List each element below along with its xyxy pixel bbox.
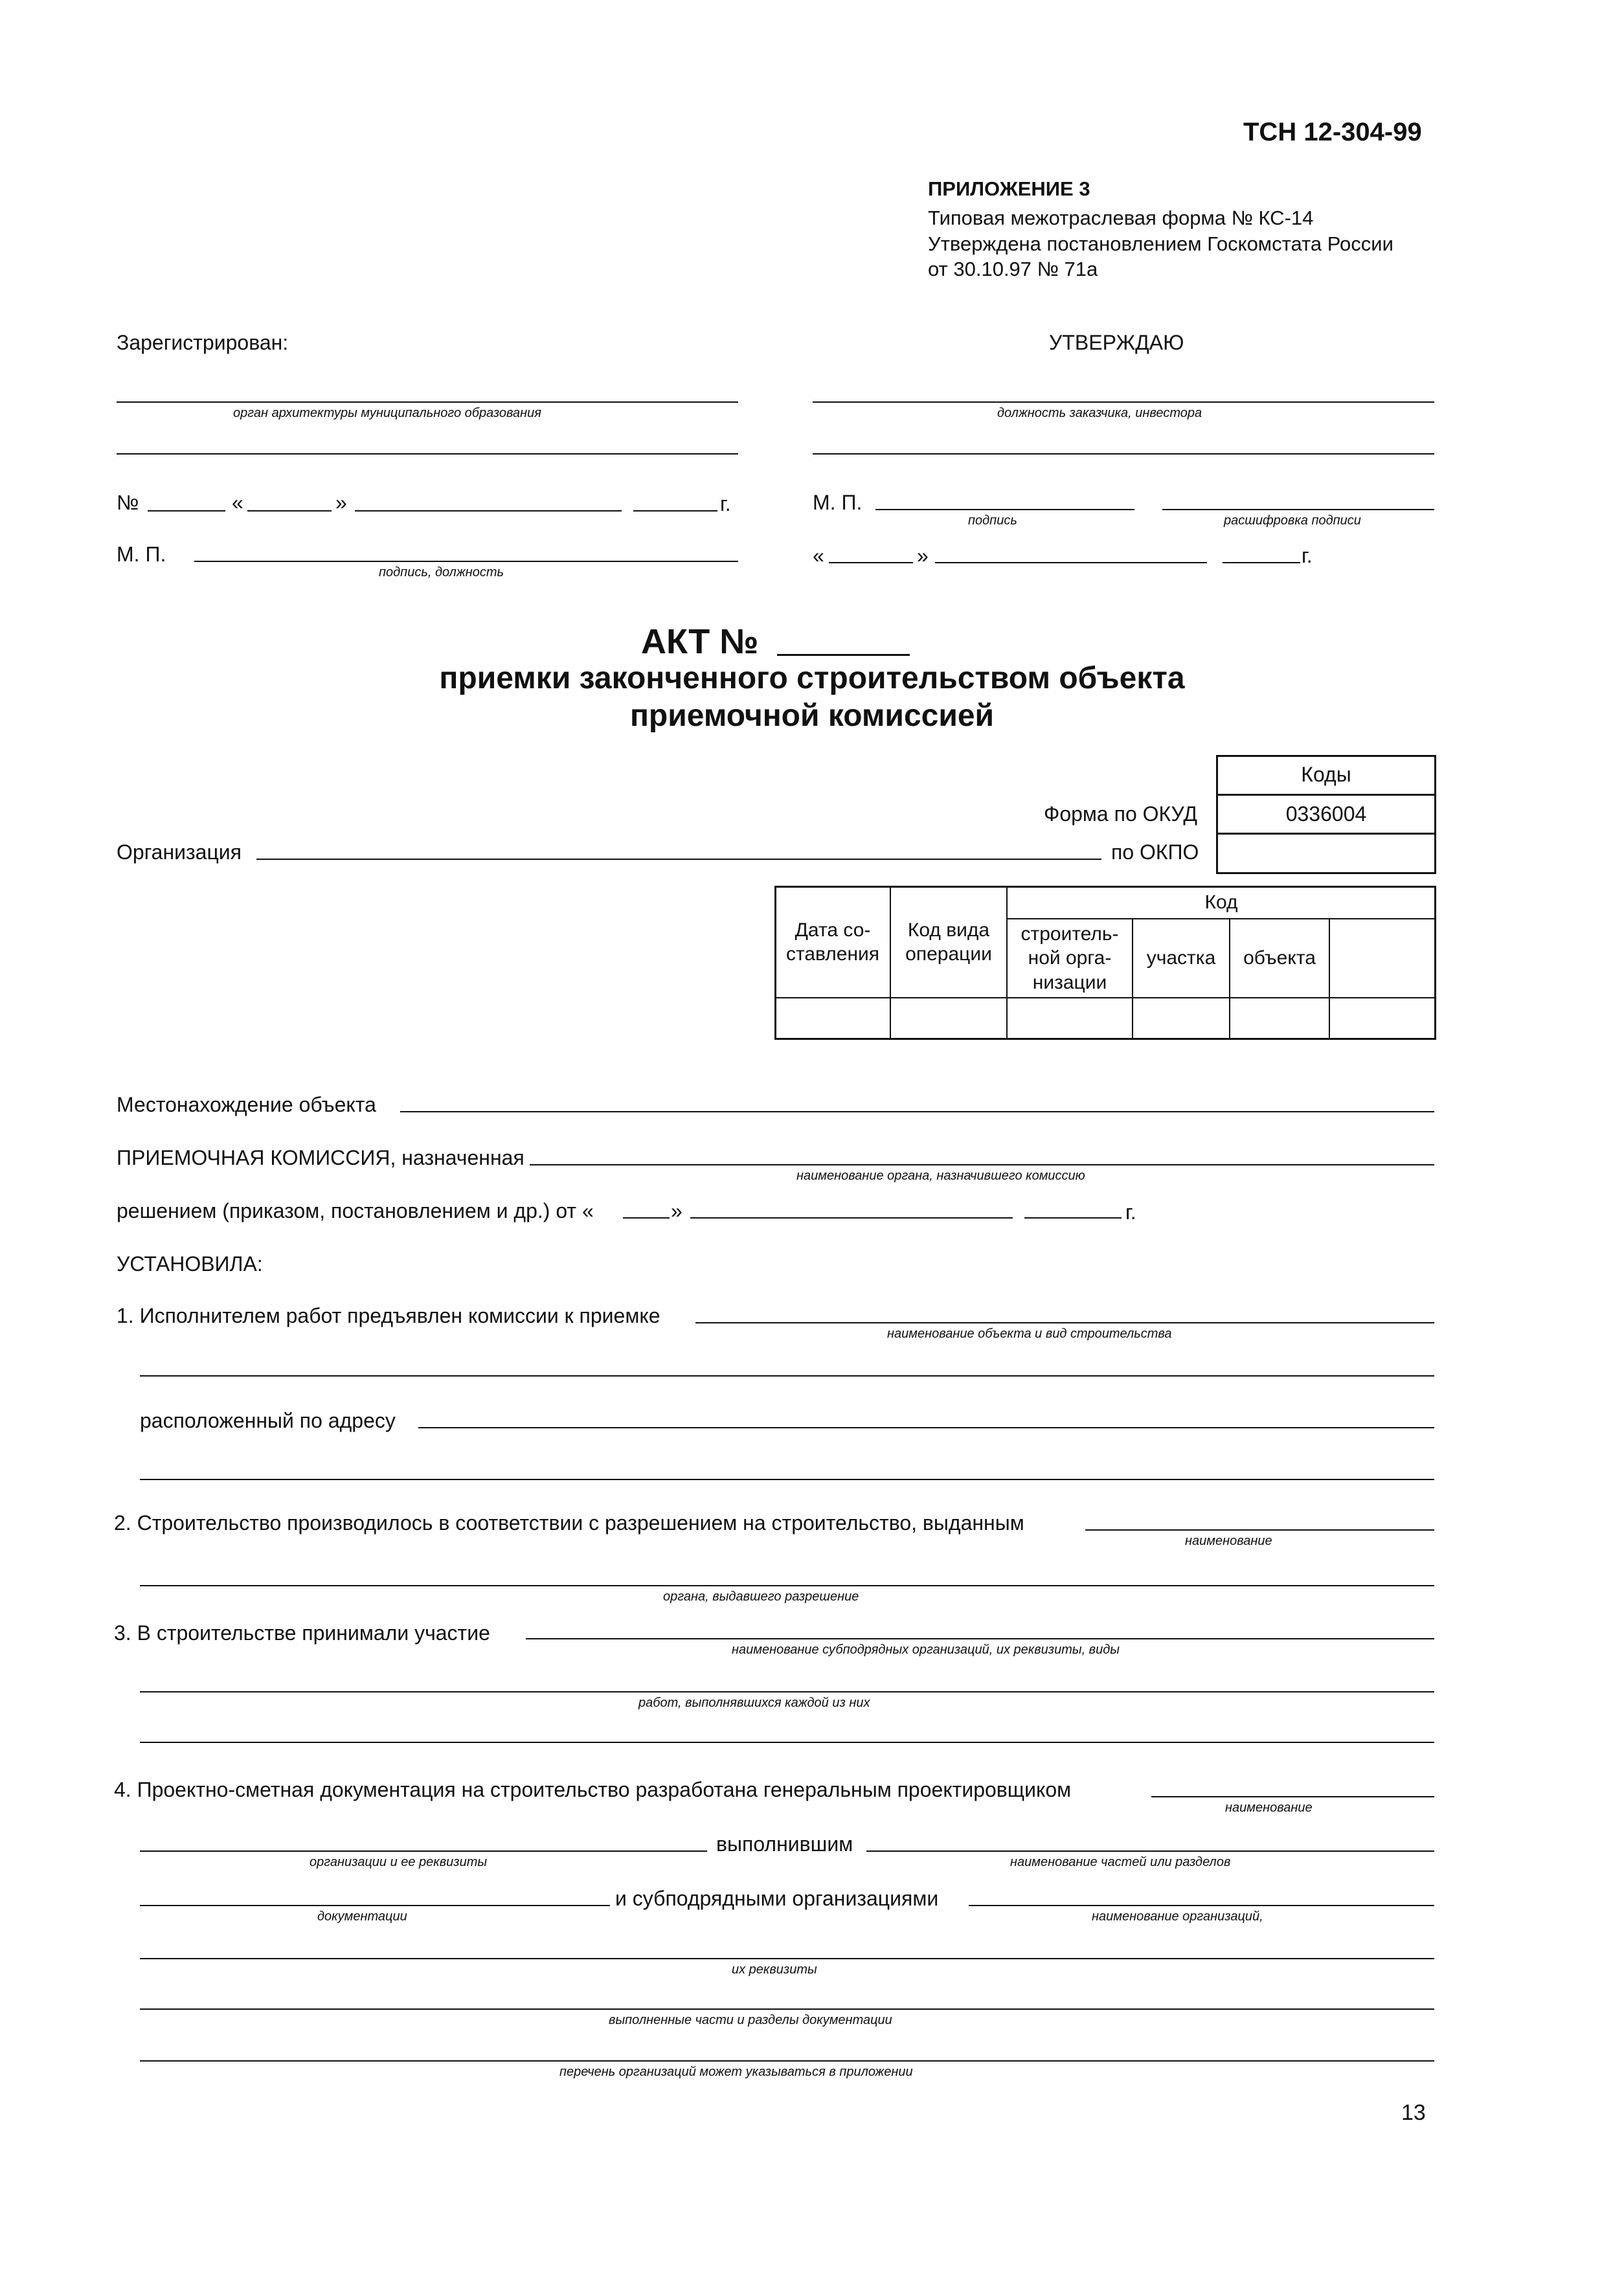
item4-caption-d: документации xyxy=(317,1909,407,1924)
decision-label: решением (приказом, постановлением и др.) от « xyxy=(117,1199,594,1222)
item4-requisites-field[interactable] xyxy=(140,1958,1434,1959)
item4-field[interactable] xyxy=(1151,1796,1434,1797)
quote-close-right: » xyxy=(917,544,929,567)
item3-field[interactable] xyxy=(526,1638,1434,1639)
item4-caption-f: их реквизиты xyxy=(732,1962,817,1977)
mp-label-left: М. П. xyxy=(117,543,166,566)
quote-open: « xyxy=(232,491,243,514)
item4-caption-b: организации и ее реквизиты xyxy=(310,1855,488,1869)
decoding-caption: расшифровка подписи xyxy=(1224,513,1361,528)
item4-parts-field[interactable] xyxy=(866,1850,1434,1852)
subcontract-label: и субподрядными организациями xyxy=(615,1887,939,1910)
customer-position-line[interactable] xyxy=(813,401,1434,403)
item4-doc-field[interactable] xyxy=(140,1905,610,1906)
okud-value: 0336004 xyxy=(1285,802,1367,826)
item4-caption-g: выполненные части и разделы документации xyxy=(609,2013,892,2027)
okud-label: Форма по ОКУД xyxy=(1044,802,1198,826)
decision-year-suffix: г. xyxy=(1125,1200,1136,1224)
sign-position-caption: подпись, должность xyxy=(379,565,504,579)
location-label: Местонахождение объекта xyxy=(117,1093,376,1116)
cell-operation[interactable] xyxy=(890,997,1008,1040)
codes-divider-2 xyxy=(1216,833,1436,835)
item4-caption-c: наименование частей или разделов xyxy=(1010,1855,1231,1869)
cell-object[interactable] xyxy=(1229,997,1330,1040)
item4-caption-e: наименование организаций, xyxy=(1092,1909,1263,1924)
address-label: расположенный по адресу xyxy=(140,1409,396,1432)
title-line-2: приемочной комиссией xyxy=(629,699,995,733)
decision-quote-close: » xyxy=(671,1199,682,1222)
item3-caption-b: работ, выполнявшихся каждой из них xyxy=(638,1696,870,1710)
address-field[interactable] xyxy=(418,1427,1434,1428)
item1-field[interactable] xyxy=(695,1322,1434,1323)
sign-position-field[interactable] xyxy=(194,561,738,562)
item2-caption-a: наименование xyxy=(1185,1534,1272,1548)
commission-label: ПРИЕМОЧНАЯ КОМИССИЯ, назначенная xyxy=(117,1146,524,1169)
date-line: от 30.10.97 № 71а xyxy=(928,258,1098,280)
item1-label: 1. Исполнителем работ предъявлен комиссии к приемке xyxy=(117,1304,660,1327)
cell-extra[interactable] xyxy=(1329,997,1436,1040)
organ-line-2 xyxy=(117,453,738,455)
act-number-field[interactable] xyxy=(777,654,910,656)
cell-build-org[interactable] xyxy=(1006,997,1133,1040)
title-line-1: приемки законченного строительством объекта xyxy=(439,661,1185,695)
item3-caption-a: наименование субподрядных организаций, их реквизиты, виды xyxy=(732,1643,1120,1657)
act-label: АКТ № xyxy=(641,622,759,661)
col-build-org-header: строитель-ной орга-низации xyxy=(1006,918,1133,998)
item3-label: 3. В строительстве принимали участие xyxy=(114,1621,490,1645)
commission-caption: наименование органа, назначившего комиссию xyxy=(796,1169,1085,1183)
code-group-header: Код xyxy=(1006,886,1436,919)
registered-label: Зарегистрирован: xyxy=(117,331,289,354)
cell-section[interactable] xyxy=(1132,997,1230,1040)
appendix-label: ПРИЛОЖЕНИЕ 3 xyxy=(928,177,1090,200)
address-field-2[interactable] xyxy=(140,1479,1434,1480)
item4-caption-a: наименование xyxy=(1225,1801,1313,1815)
col-section-header: участка xyxy=(1132,918,1230,998)
item3-field-3[interactable] xyxy=(140,1742,1434,1743)
year-field[interactable] xyxy=(633,510,717,512)
item4-subcontract-field[interactable] xyxy=(969,1905,1434,1906)
col-extra-header xyxy=(1329,918,1436,998)
commission-field[interactable] xyxy=(530,1164,1434,1165)
month-field[interactable] xyxy=(355,510,622,512)
day-field-right[interactable] xyxy=(829,562,913,563)
year-field-right[interactable] xyxy=(1223,562,1300,563)
approved-line: Утверждена постановлением Госкомстата России xyxy=(928,232,1393,255)
item1-field-2[interactable] xyxy=(140,1375,1434,1377)
approve-label: УТВЕРЖДАЮ xyxy=(1049,331,1184,354)
codes-divider-1 xyxy=(1216,794,1436,796)
number-label: № xyxy=(117,491,139,514)
quote-open-right: « xyxy=(813,544,824,567)
item2-caption-b: органа, выдавшего разрешение xyxy=(663,1590,859,1604)
codes-header: Коды xyxy=(1301,763,1351,786)
document-code: ТСН 12-304-99 xyxy=(1243,118,1422,146)
established-label: УСТАНОВИЛА: xyxy=(117,1252,263,1276)
signature-field[interactable] xyxy=(875,509,1134,510)
decision-year-field[interactable] xyxy=(1024,1217,1122,1219)
decision-month-field[interactable] xyxy=(690,1217,1013,1219)
form-line: Типовая межотраслевая форма № КС-14 xyxy=(928,207,1314,229)
col-object-header: объекта xyxy=(1229,918,1330,998)
col-operation-header: Код вида операции xyxy=(890,886,1008,998)
location-field[interactable] xyxy=(400,1111,1434,1112)
item1-caption: наименование объекта и вид строительства xyxy=(887,1327,1172,1341)
item2-field-2[interactable] xyxy=(140,1585,1434,1586)
item4-label: 4. Проектно-сметная документация на строительство разработана генеральным проектировщиком xyxy=(114,1778,1072,1801)
customer-position-caption: должность заказчика, инвестора xyxy=(997,406,1202,420)
item4-org-field[interactable] xyxy=(140,1850,707,1852)
item2-field[interactable] xyxy=(1085,1529,1434,1531)
organization-field[interactable] xyxy=(256,859,1101,860)
number-field[interactable] xyxy=(148,510,225,512)
decision-day-field[interactable] xyxy=(623,1217,670,1219)
item4-list-field[interactable] xyxy=(140,2060,1434,2062)
quote-close: » xyxy=(335,491,347,514)
item4-caption-h: перечень организаций может указываться в приложении xyxy=(559,2065,913,2079)
item2-label: 2. Строительство производилось в соответствии с разрешением на строительство, выданным xyxy=(114,1511,1024,1535)
day-field[interactable] xyxy=(247,510,332,512)
executed-label: выполнившим xyxy=(716,1832,853,1856)
organ-caption: орган архитектуры муниципального образования xyxy=(233,406,541,420)
page-number: 13 xyxy=(1401,2100,1426,2125)
year-suffix-right: г. xyxy=(1302,544,1313,567)
month-field-right[interactable] xyxy=(935,562,1207,563)
cell-date[interactable] xyxy=(774,997,891,1040)
organization-label: Организация xyxy=(117,840,242,864)
customer-position-line-2[interactable] xyxy=(813,453,1434,455)
organ-line xyxy=(117,401,738,403)
item4-parts-done-field[interactable] xyxy=(140,2008,1434,2010)
okpo-label: по ОКПО xyxy=(1111,840,1199,864)
signature-caption: подпись xyxy=(968,513,1017,528)
mp-label-right: М. П. xyxy=(813,491,863,514)
item3-field-2[interactable] xyxy=(140,1691,1434,1693)
year-suffix: г. xyxy=(720,492,731,515)
decoding-field[interactable] xyxy=(1162,509,1434,510)
col-date-header: Дата со-ставления xyxy=(774,886,891,998)
